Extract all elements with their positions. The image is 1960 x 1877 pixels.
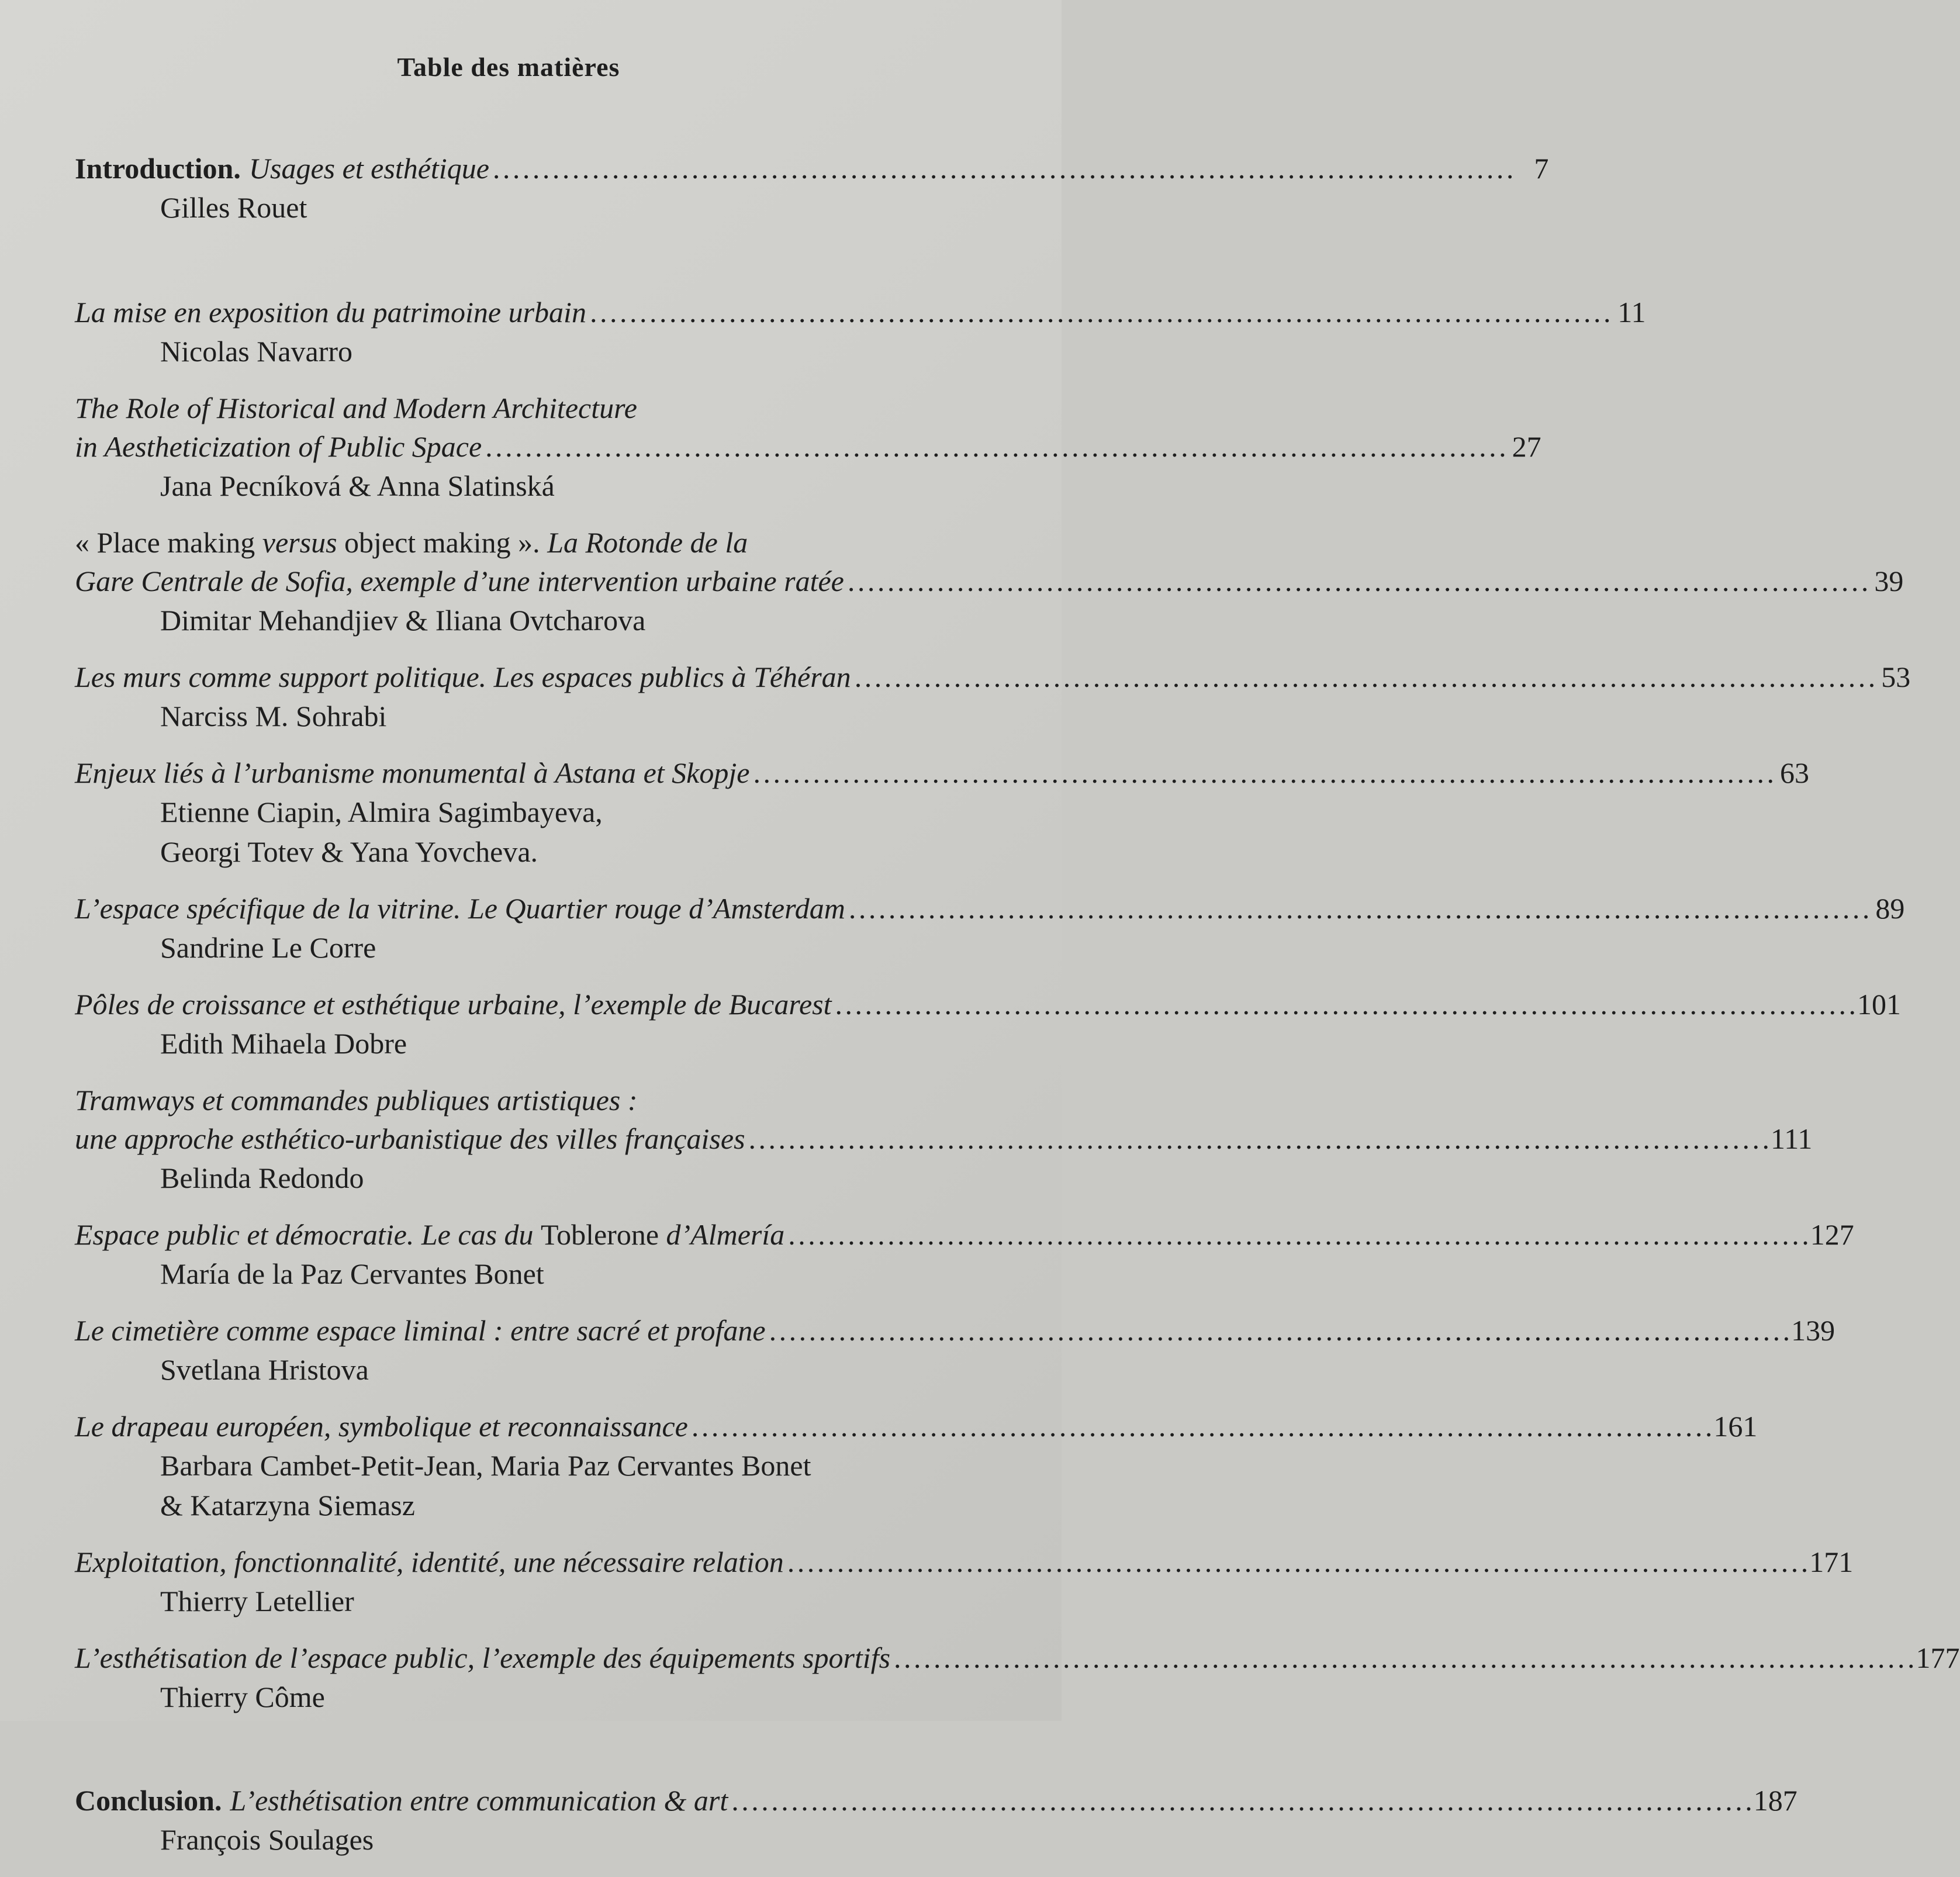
toc-entry xyxy=(75,658,1911,736)
entry-author: Gilles Rouet xyxy=(160,191,307,224)
entry-author: Thierry Letellier xyxy=(160,1585,354,1617)
page-number: 161 xyxy=(1713,1410,1758,1443)
dot-leader xyxy=(848,562,1866,600)
toc-entry-line xyxy=(75,1311,1835,1350)
dot-leader xyxy=(753,753,1772,792)
page-number: 7 xyxy=(1534,152,1549,185)
entry-title: Les murs comme support politique. Les espaces publics à Téhéran xyxy=(75,661,851,693)
entry-title: Gare Centrale de Sofia, exemple d’une intervention urbaine ratée xyxy=(75,565,844,597)
page-number: 63 xyxy=(1779,756,1809,789)
entry-title-line1: Tramways et commandes publiques artistiques : xyxy=(75,1084,638,1116)
toc-entry xyxy=(75,1543,1854,1621)
dot-leader xyxy=(749,1119,1768,1158)
entry-author: Svetlana Hristova xyxy=(160,1353,369,1386)
entry-title: Espace public et démocratie. Le cas du Toblerone d’Almería xyxy=(75,1218,785,1251)
dot-leader xyxy=(788,1215,1807,1254)
entry-title: une approche esthético-urbanistique des villes françaises xyxy=(75,1122,745,1155)
dot-leader xyxy=(787,1543,1806,1581)
toc-entry-line xyxy=(75,1119,1813,1158)
toc-entry-line xyxy=(75,753,1809,792)
entry-title: in Aestheticization of Public Space xyxy=(75,430,482,463)
page-number: 39 xyxy=(1874,565,1904,597)
toc-entry xyxy=(75,1407,1758,1525)
entry-author: Narciss M. Sohrabi xyxy=(160,700,387,732)
entry-author: Barbara Cambet-Petit-Jean, Maria Paz Cervantes Bonet xyxy=(160,1449,811,1482)
page-number: 101 xyxy=(1857,988,1901,1021)
toc-entry-conclusion xyxy=(75,1781,1797,1859)
entry-author: Jana Pecníková & Anna Slatinská xyxy=(160,469,555,502)
toc-entry xyxy=(75,889,1905,967)
dot-leader xyxy=(894,1639,1913,1677)
dot-leader xyxy=(835,985,1854,1024)
entry-author: Edith Mihaela Dobre xyxy=(160,1027,407,1060)
entry-author: Nicolas Navarro xyxy=(160,335,353,368)
dot-leader xyxy=(769,1311,1788,1350)
entry-title: Enjeux liés à l’urbanisme monumental à Astana et Skopje xyxy=(75,756,750,789)
entry-title-line1: The Role of Historical and Modern Architecture xyxy=(75,392,637,424)
entry-title: Exploitation, fonctionnalité, identité, une nécessaire relation xyxy=(75,1546,784,1578)
entry-title: L’esthétisation entre communication & art xyxy=(230,1784,728,1817)
entry-author: Georgi Totev & Yana Yovcheva. xyxy=(160,835,538,868)
toc-entry-line xyxy=(75,1407,1758,1446)
entry-title: Usages et esthétique xyxy=(248,152,489,185)
toc-entry xyxy=(75,389,1541,506)
entry-author: Dimitar Mehandjiev & Iliana Ovtcharova xyxy=(160,604,646,637)
page-number: 177 xyxy=(1916,1641,1960,1674)
page-number: 11 xyxy=(1617,296,1646,329)
toc-entry-line xyxy=(75,889,1905,928)
entry-title: La mise en exposition du patrimoine urbain xyxy=(75,296,586,329)
entry-title: L’espace spécifique de la vitrine. Le Quartier rouge d’Amsterdam xyxy=(75,892,845,925)
toc-entry-line xyxy=(75,1543,1854,1581)
entry-author: & Katarzyna Siemasz xyxy=(160,1489,415,1522)
page-number: 27 xyxy=(1512,430,1541,463)
toc-entry xyxy=(75,985,1901,1063)
page-number: 89 xyxy=(1875,892,1905,925)
dot-leader xyxy=(590,293,1609,331)
toc-entry-line xyxy=(75,658,1911,696)
toc-entry-introduction xyxy=(75,149,1549,227)
entry-author: François Soulages xyxy=(160,1823,374,1856)
entry-title: Pôles de croissance et esthétique urbaine, l’exemple de Bucarest xyxy=(75,988,832,1021)
toc-entry-line xyxy=(75,1215,1854,1254)
toc-entry-line xyxy=(75,293,1646,331)
entry-author: Belinda Redondo xyxy=(160,1162,364,1194)
entry-author: María de la Paz Cervantes Bonet xyxy=(160,1257,544,1290)
entry-author: Thierry Côme xyxy=(160,1681,325,1713)
toc-entry-line xyxy=(75,1639,1960,1677)
toc-entry xyxy=(75,1081,1813,1198)
dot-leader xyxy=(493,149,1512,188)
page-number: 187 xyxy=(1753,1784,1797,1817)
page-number: 139 xyxy=(1791,1314,1835,1347)
entry-title: Le cimetière comme espace liminal : entre sacré et profane xyxy=(75,1314,766,1347)
entry-author: Sandrine Le Corre xyxy=(160,931,376,964)
toc-entry xyxy=(75,753,1809,872)
entry-author: Etienne Ciapin, Almira Sagimbayeva, xyxy=(160,796,603,828)
entry-title-line1: « Place making versus object making ». La Rotonde de la xyxy=(75,526,748,559)
toc-entry-line xyxy=(75,562,1904,600)
toc-entry-line xyxy=(75,427,1541,466)
entry-title: L’esthétisation de l’espace public, l’exemple des équipements sportifs xyxy=(75,1641,891,1674)
toc-entry xyxy=(75,293,1646,371)
toc-entry xyxy=(75,1215,1854,1294)
entry-label: Introduction. xyxy=(75,152,241,185)
dot-leader xyxy=(855,658,1873,696)
page-number: 127 xyxy=(1810,1218,1854,1251)
entry-title: Le drapeau européen, symbolique et reconnaissance xyxy=(75,1410,688,1443)
dot-leader xyxy=(731,1781,1750,1820)
toc-entry-line xyxy=(75,149,1549,188)
page-number: 171 xyxy=(1809,1546,1854,1578)
dot-leader xyxy=(849,889,1868,928)
dot-leader xyxy=(485,427,1504,466)
table-of-contents xyxy=(75,149,1960,1877)
entry-label: Conclusion. xyxy=(75,1784,222,1817)
page-number: 111 xyxy=(1771,1122,1813,1155)
toc-entry xyxy=(75,1639,1960,1717)
toc-entry xyxy=(75,523,1904,640)
dot-leader xyxy=(692,1407,1710,1446)
page-title: Table des matières xyxy=(397,52,620,82)
toc-entry-line xyxy=(75,985,1901,1024)
toc-entry-line xyxy=(75,1781,1797,1820)
page-number: 53 xyxy=(1881,661,1911,693)
toc-entry xyxy=(75,1311,1835,1389)
